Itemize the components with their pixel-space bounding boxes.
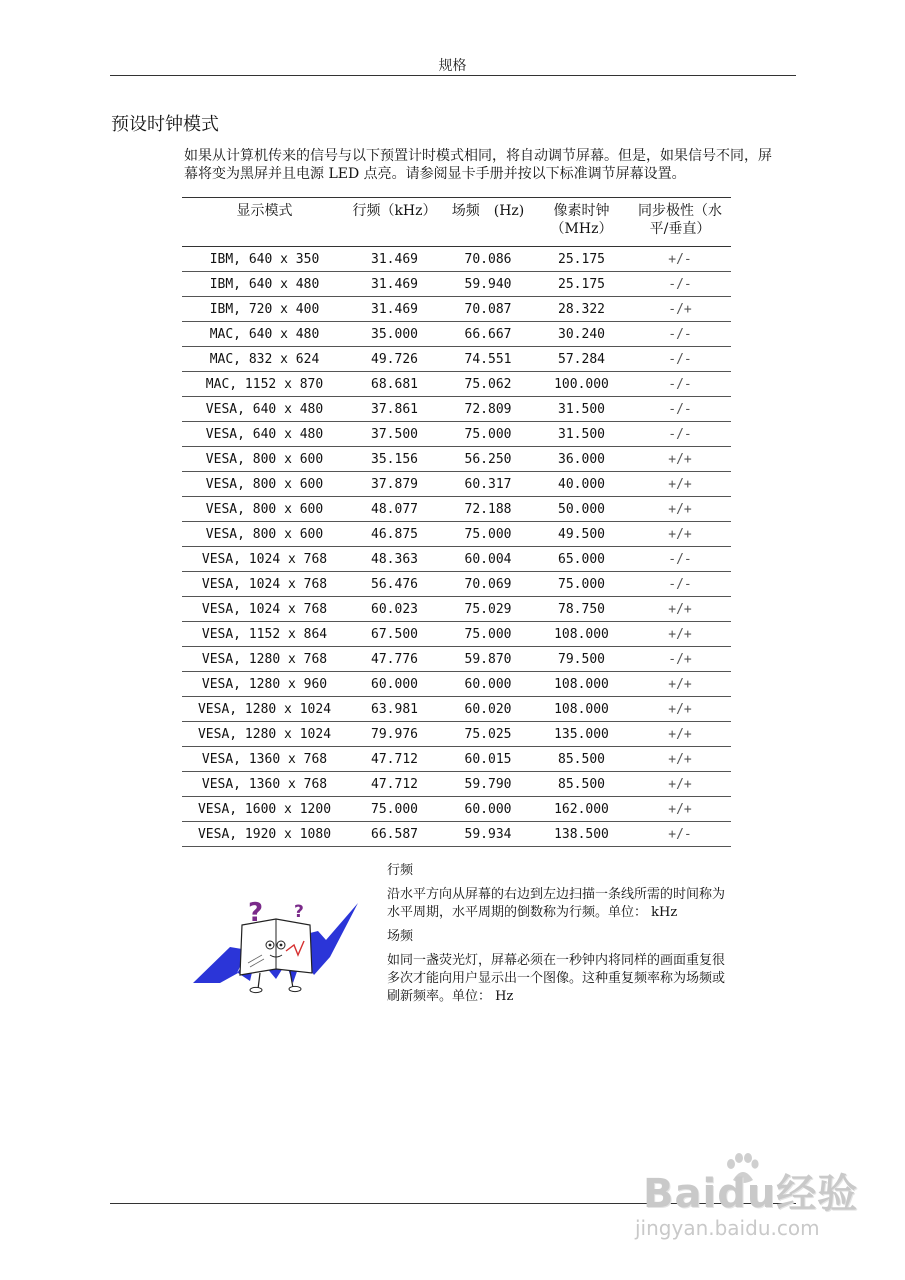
cell-pixel-clock: 28.322	[534, 297, 629, 322]
cell-pixel-clock: 75.000	[534, 572, 629, 597]
cell-pixel-clock: 31.500	[534, 422, 629, 447]
cell-mode: VESA, 1280 x 768	[182, 647, 347, 672]
cell-vfreq: 70.069	[442, 572, 534, 597]
cell-hfreq: 35.000	[347, 322, 442, 347]
cell-mode: MAC, 1152 x 870	[182, 372, 347, 397]
cell-hfreq: 75.000	[347, 797, 442, 822]
cell-sync-polarity: -/-	[629, 372, 731, 397]
cell-mode: VESA, 1280 x 960	[182, 672, 347, 697]
cell-sync-polarity: +/+	[629, 622, 731, 647]
cell-mode: VESA, 800 x 600	[182, 472, 347, 497]
cell-sync-polarity: -/-	[629, 272, 731, 297]
cell-sync-polarity: -/-	[629, 572, 731, 597]
table-row	[182, 797, 731, 822]
cell-hfreq: 37.500	[347, 422, 442, 447]
cell-pixel-clock: 78.750	[534, 597, 629, 622]
cell-sync-polarity: +/+	[629, 797, 731, 822]
cell-sync-polarity: -/+	[629, 647, 731, 672]
cell-mode: VESA, 1024 x 768	[182, 572, 347, 597]
cell-sync-polarity: +/-	[629, 247, 731, 272]
table-row	[182, 697, 731, 722]
cell-pixel-clock: 100.000	[534, 372, 629, 397]
table-row	[182, 247, 731, 272]
cell-pixel-clock: 40.000	[534, 472, 629, 497]
confused-book-character-icon	[190, 895, 365, 995]
cell-vfreq: 70.087	[442, 297, 534, 322]
cell-sync-polarity: +/+	[629, 497, 731, 522]
watermark-brand: Baidu经验	[643, 1171, 859, 1217]
header-divider	[110, 75, 796, 76]
cell-vfreq: 60.000	[442, 797, 534, 822]
cell-vfreq: 75.062	[442, 372, 534, 397]
cell-hfreq: 67.500	[347, 622, 442, 647]
cell-mode: VESA, 1024 x 768	[182, 597, 347, 622]
cell-mode: MAC, 832 x 624	[182, 347, 347, 372]
cell-pixel-clock: 36.000	[534, 447, 629, 472]
question-mark-right-icon: ?	[294, 902, 304, 922]
cell-vfreq: 75.000	[442, 522, 534, 547]
cell-mode: VESA, 640 x 480	[182, 422, 347, 447]
table-row	[182, 772, 731, 797]
cell-hfreq: 35.156	[347, 447, 442, 472]
cell-mode: MAC, 640 x 480	[182, 322, 347, 347]
definition-term-vfreq: 场频	[387, 929, 414, 944]
cell-vfreq: 74.551	[442, 347, 534, 372]
cell-mode: IBM, 720 x 400	[182, 297, 347, 322]
cell-mode: VESA, 1920 x 1080	[182, 822, 347, 847]
cell-vfreq: 60.020	[442, 697, 534, 722]
table-row	[182, 547, 731, 572]
cell-pixel-clock: 57.284	[534, 347, 629, 372]
cell-mode: VESA, 1600 x 1200	[182, 797, 347, 822]
cell-sync-polarity: -/-	[629, 422, 731, 447]
cell-mode: VESA, 800 x 600	[182, 447, 347, 472]
cell-vfreq: 60.015	[442, 747, 534, 772]
cell-pixel-clock: 108.000	[534, 622, 629, 647]
cell-vfreq: 75.029	[442, 597, 534, 622]
cell-vfreq: 59.790	[442, 772, 534, 797]
intro-paragraph: 如果从计算机传来的信号与以下预置计时模式相同，将自动调节屏幕。但是，如果信号不同，屏幕将变为黑屏并且电源 LED 点亮。请参阅显卡手册并按以下标准调节屏幕设置。	[184, 148, 772, 182]
cell-pixel-clock: 25.175	[534, 272, 629, 297]
table-body	[182, 247, 731, 847]
table-row	[182, 597, 731, 622]
cell-vfreq: 70.086	[442, 247, 534, 272]
cell-hfreq: 47.712	[347, 772, 442, 797]
table-row	[182, 747, 731, 772]
cell-vfreq: 75.000	[442, 622, 534, 647]
col-header-pixel-clock: 像素时钟 （MHz）	[534, 198, 629, 247]
cell-vfreq: 75.025	[442, 722, 534, 747]
cell-sync-polarity: +/+	[629, 697, 731, 722]
cell-vfreq: 75.000	[442, 422, 534, 447]
cell-pixel-clock: 49.500	[534, 522, 629, 547]
table-header-row	[182, 198, 731, 247]
cell-hfreq: 56.476	[347, 572, 442, 597]
cell-sync-polarity: -/-	[629, 347, 731, 372]
cell-vfreq: 66.667	[442, 322, 534, 347]
section-title: 预设时钟模式	[111, 114, 219, 135]
cell-hfreq: 49.726	[347, 347, 442, 372]
cell-pixel-clock: 138.500	[534, 822, 629, 847]
cell-vfreq: 60.000	[442, 672, 534, 697]
table-row	[182, 822, 731, 847]
cell-pixel-clock: 85.500	[534, 747, 629, 772]
cell-hfreq: 37.861	[347, 397, 442, 422]
cell-hfreq: 48.363	[347, 547, 442, 572]
cell-sync-polarity: -/+	[629, 297, 731, 322]
watermark-url: jingyan.baidu.com	[635, 1216, 820, 1240]
cell-pixel-clock: 25.175	[534, 247, 629, 272]
table-row	[182, 722, 731, 747]
table-row	[182, 497, 731, 522]
timing-modes-table	[182, 197, 731, 847]
cell-pixel-clock: 108.000	[534, 697, 629, 722]
cell-sync-polarity: -/-	[629, 547, 731, 572]
cell-vfreq: 60.317	[442, 472, 534, 497]
cell-sync-polarity: +/-	[629, 822, 731, 847]
baidu-jingyan-watermark	[615, 1160, 865, 1255]
cell-mode: VESA, 1024 x 768	[182, 547, 347, 572]
cell-vfreq: 59.934	[442, 822, 534, 847]
table-row	[182, 322, 731, 347]
col-header-vfreq: 场频 (Hz)	[442, 198, 534, 247]
definition-desc-vfreq: 如同一盏荧光灯，屏幕必须在一秒钟内将同样的画面重复很多次才能向用户显示出一个图像。这种重复频率称为场频或刷新频率。单位： Hz	[387, 953, 726, 1004]
cell-sync-polarity: -/-	[629, 322, 731, 347]
cell-hfreq: 46.875	[347, 522, 442, 547]
col-header-sync-polarity: 同步极性（水 平/垂直）	[629, 198, 731, 247]
table-row	[182, 347, 731, 372]
cell-pixel-clock: 108.000	[534, 672, 629, 697]
cell-mode: IBM, 640 x 350	[182, 247, 347, 272]
table-row	[182, 447, 731, 472]
cell-vfreq: 72.809	[442, 397, 534, 422]
cell-sync-polarity: +/+	[629, 672, 731, 697]
table-row	[182, 422, 731, 447]
cell-mode: VESA, 1280 x 1024	[182, 697, 347, 722]
cell-pixel-clock: 79.500	[534, 647, 629, 672]
question-mark-left-icon: ?	[248, 898, 264, 928]
cell-pixel-clock: 135.000	[534, 722, 629, 747]
table-row	[182, 522, 731, 547]
cell-mode: VESA, 640 x 480	[182, 397, 347, 422]
cell-hfreq: 31.469	[347, 247, 442, 272]
cell-hfreq: 66.587	[347, 822, 442, 847]
table-row	[182, 297, 731, 322]
cell-mode: VESA, 800 x 600	[182, 522, 347, 547]
cell-hfreq: 47.712	[347, 747, 442, 772]
cell-sync-polarity: +/+	[629, 722, 731, 747]
col-header-hfreq: 行频（kHz）	[347, 198, 442, 247]
cell-hfreq: 60.000	[347, 672, 442, 697]
cell-hfreq: 60.023	[347, 597, 442, 622]
cell-sync-polarity: +/+	[629, 522, 731, 547]
cell-vfreq: 59.940	[442, 272, 534, 297]
page-header-title: 规格	[438, 58, 467, 74]
cell-hfreq: 31.469	[347, 297, 442, 322]
cell-mode: IBM, 640 x 480	[182, 272, 347, 297]
cell-vfreq: 60.004	[442, 547, 534, 572]
cell-pixel-clock: 162.000	[534, 797, 629, 822]
table-row	[182, 472, 731, 497]
cell-vfreq: 59.870	[442, 647, 534, 672]
definition-term-hfreq: 行频	[387, 863, 414, 878]
cell-hfreq: 79.976	[347, 722, 442, 747]
cell-pixel-clock: 65.000	[534, 547, 629, 572]
cell-hfreq: 48.077	[347, 497, 442, 522]
table-row	[182, 647, 731, 672]
definition-desc-hfreq: 沿水平方向从屏幕的右边到左边扫描一条线所需的时间称为水平周期，水平周期的倒数称为行频。单位： kHz	[387, 887, 726, 920]
cell-mode: VESA, 1360 x 768	[182, 747, 347, 772]
cell-pixel-clock: 30.240	[534, 322, 629, 347]
table-row	[182, 372, 731, 397]
cell-sync-polarity: -/-	[629, 397, 731, 422]
definitions	[387, 862, 727, 1012]
table-row	[182, 397, 731, 422]
cell-vfreq: 56.250	[442, 447, 534, 472]
cell-pixel-clock: 85.500	[534, 772, 629, 797]
table-row	[182, 272, 731, 297]
cell-vfreq: 72.188	[442, 497, 534, 522]
cell-pixel-clock: 31.500	[534, 397, 629, 422]
cell-hfreq: 68.681	[347, 372, 442, 397]
cell-mode: VESA, 800 x 600	[182, 497, 347, 522]
col-header-mode: 显示模式	[182, 198, 347, 247]
table-row	[182, 672, 731, 697]
cell-mode: VESA, 1360 x 768	[182, 772, 347, 797]
cell-hfreq: 47.776	[347, 647, 442, 672]
book-character	[240, 919, 312, 993]
table-row	[182, 622, 731, 647]
table-row	[182, 572, 731, 597]
cell-sync-polarity: +/+	[629, 597, 731, 622]
cell-sync-polarity: +/+	[629, 472, 731, 497]
cell-sync-polarity: +/+	[629, 747, 731, 772]
cell-mode: VESA, 1280 x 1024	[182, 722, 347, 747]
cell-sync-polarity: +/+	[629, 447, 731, 472]
cell-pixel-clock: 50.000	[534, 497, 629, 522]
cell-mode: VESA, 1152 x 864	[182, 622, 347, 647]
cell-hfreq: 37.879	[347, 472, 442, 497]
cell-hfreq: 63.981	[347, 697, 442, 722]
cell-hfreq: 31.469	[347, 272, 442, 297]
cell-sync-polarity: +/+	[629, 772, 731, 797]
